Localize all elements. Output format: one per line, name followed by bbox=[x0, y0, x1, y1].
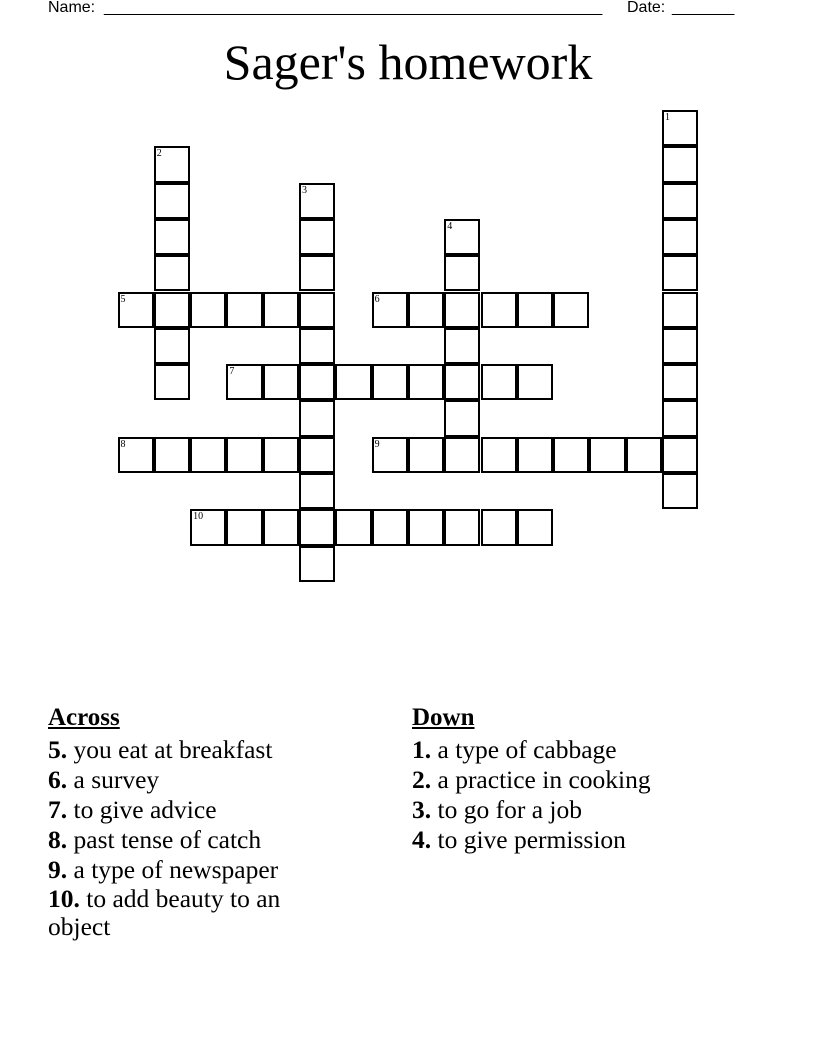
grid-cell[interactable] bbox=[662, 292, 698, 328]
clue-text: to add beauty to an object bbox=[48, 884, 281, 941]
grid-cell[interactable] bbox=[263, 437, 299, 473]
clue-number: 3 bbox=[302, 184, 307, 196]
down-heading: Down bbox=[412, 704, 475, 731]
grid-cell[interactable] bbox=[481, 364, 517, 400]
grid-cell[interactable] bbox=[299, 546, 335, 582]
clue-number: 2. bbox=[412, 765, 432, 794]
grid-cell[interactable] bbox=[662, 255, 698, 291]
grid-cell[interactable] bbox=[154, 328, 190, 364]
across-clue bbox=[48, 855, 348, 885]
grid-cell[interactable] bbox=[408, 292, 444, 328]
down-clue bbox=[412, 765, 732, 795]
across-clue bbox=[48, 765, 348, 795]
grid-cell[interactable] bbox=[299, 255, 335, 291]
grid-cell[interactable] bbox=[444, 400, 480, 436]
grid-cell[interactable] bbox=[335, 509, 371, 545]
clue-text: you eat at breakfast bbox=[67, 735, 273, 764]
clue-number: 10 bbox=[193, 511, 204, 523]
grid-cell[interactable] bbox=[444, 292, 480, 328]
across-clue bbox=[48, 735, 348, 765]
grid-cell[interactable] bbox=[481, 437, 517, 473]
grid-cell[interactable] bbox=[299, 328, 335, 364]
across-clue bbox=[48, 795, 348, 825]
grid-cell[interactable] bbox=[299, 400, 335, 436]
grid-cell[interactable] bbox=[154, 183, 190, 219]
date-field[interactable]: _______ bbox=[672, 0, 735, 16]
grid-cell[interactable] bbox=[444, 255, 480, 291]
grid-cell[interactable] bbox=[517, 364, 553, 400]
clue-number: 4 bbox=[447, 220, 453, 232]
grid-cell[interactable] bbox=[226, 292, 262, 328]
name-field[interactable]: ________________________________________________________ bbox=[104, 0, 603, 16]
across-clue bbox=[48, 885, 348, 941]
grid-cell[interactable] bbox=[154, 292, 190, 328]
clue-number: 4. bbox=[412, 825, 432, 854]
clue-number: 5. bbox=[48, 735, 68, 764]
grid-cell[interactable] bbox=[263, 292, 299, 328]
clue-number: 1. bbox=[412, 735, 432, 764]
grid-cell[interactable] bbox=[299, 364, 335, 400]
grid-cell[interactable] bbox=[408, 509, 444, 545]
grid-cell[interactable] bbox=[372, 437, 408, 473]
clue-number: 8 bbox=[120, 438, 126, 450]
puzzle-title: Sager's homework bbox=[223, 34, 593, 90]
clue-text: to give advice bbox=[67, 795, 217, 824]
grid-cell[interactable] bbox=[444, 219, 480, 255]
grid-cell[interactable] bbox=[299, 183, 335, 219]
down-clue bbox=[412, 735, 732, 765]
clue-number: 5 bbox=[120, 293, 126, 305]
grid-cell[interactable] bbox=[517, 292, 553, 328]
name-label: Name: bbox=[48, 0, 96, 16]
down-clues bbox=[412, 703, 732, 855]
grid-cell[interactable] bbox=[481, 292, 517, 328]
grid-cell[interactable] bbox=[444, 437, 480, 473]
across-clue bbox=[48, 825, 348, 855]
grid-cell[interactable] bbox=[118, 437, 154, 473]
grid-cell[interactable] bbox=[662, 364, 698, 400]
across-heading: Across bbox=[48, 704, 120, 731]
clue-text: a type of cabbage bbox=[431, 735, 617, 764]
grid-cell[interactable] bbox=[662, 400, 698, 436]
grid-cell[interactable] bbox=[299, 509, 335, 545]
grid-cell[interactable] bbox=[299, 473, 335, 509]
grid-cell[interactable] bbox=[408, 364, 444, 400]
grid-cell[interactable] bbox=[372, 364, 408, 400]
grid-cell[interactable] bbox=[299, 292, 335, 328]
grid-cell[interactable] bbox=[190, 437, 226, 473]
grid-cell[interactable] bbox=[154, 364, 190, 400]
clue-number: 10. bbox=[48, 884, 80, 913]
grid-cell[interactable] bbox=[299, 437, 335, 473]
grid-cell[interactable] bbox=[154, 219, 190, 255]
grid-cell[interactable] bbox=[372, 292, 408, 328]
grid-cell[interactable] bbox=[662, 219, 698, 255]
clue-text: a practice in cooking bbox=[431, 765, 651, 794]
grid-cell[interactable] bbox=[662, 110, 698, 146]
grid-cell[interactable] bbox=[589, 437, 625, 473]
grid-cell[interactable] bbox=[118, 292, 154, 328]
clue-number: 6 bbox=[374, 293, 380, 305]
clue-number: 6. bbox=[48, 765, 68, 794]
clue-number: 8. bbox=[48, 825, 68, 854]
grid-cell[interactable] bbox=[444, 509, 480, 545]
grid-cell[interactable] bbox=[154, 437, 190, 473]
clue-text: to go for a job bbox=[431, 795, 582, 824]
clue-number: 7. bbox=[48, 795, 68, 824]
clue-number: 9 bbox=[374, 438, 380, 450]
grid-cell[interactable] bbox=[263, 364, 299, 400]
grid-cell[interactable] bbox=[299, 219, 335, 255]
grid-cell[interactable] bbox=[662, 328, 698, 364]
grid-cell[interactable] bbox=[481, 509, 517, 545]
across-clues bbox=[48, 703, 348, 941]
grid-cell[interactable] bbox=[190, 509, 226, 545]
grid-cell[interactable] bbox=[662, 146, 698, 182]
grid-cell[interactable] bbox=[553, 437, 589, 473]
date-label: Date: bbox=[627, 0, 666, 16]
grid-cell[interactable] bbox=[263, 509, 299, 545]
grid-cell[interactable] bbox=[408, 437, 444, 473]
grid-cell[interactable] bbox=[662, 473, 698, 509]
grid-cell[interactable] bbox=[626, 437, 662, 473]
grid-cell[interactable] bbox=[154, 255, 190, 291]
clue-text: to give permission bbox=[431, 825, 626, 854]
grid-cell[interactable] bbox=[553, 292, 589, 328]
clue-text: a type of newspaper bbox=[67, 855, 279, 884]
clue-number: 2 bbox=[156, 148, 162, 160]
grid-cell[interactable] bbox=[517, 437, 553, 473]
clue-text: a survey bbox=[67, 765, 160, 794]
clue-number: 1 bbox=[665, 112, 670, 123]
grid-cell[interactable] bbox=[444, 328, 480, 364]
clue-number: 9. bbox=[48, 855, 68, 884]
down-clue bbox=[412, 795, 732, 825]
down-clue bbox=[412, 825, 732, 855]
grid-cell[interactable] bbox=[335, 364, 371, 400]
clue-number: 3. bbox=[412, 795, 432, 824]
down-clue-list bbox=[412, 735, 732, 855]
grid-cell[interactable] bbox=[226, 509, 262, 545]
across-clue-list bbox=[48, 735, 348, 941]
grid-cell[interactable] bbox=[662, 437, 698, 473]
grid-cell[interactable] bbox=[190, 292, 226, 328]
grid-cell[interactable] bbox=[662, 183, 698, 219]
grid-cell[interactable] bbox=[444, 364, 480, 400]
clue-text: past tense of catch bbox=[67, 825, 262, 854]
grid-cell[interactable] bbox=[226, 437, 262, 473]
grid-cell[interactable] bbox=[154, 146, 190, 182]
grid-cell[interactable] bbox=[226, 364, 262, 400]
clue-number: 7 bbox=[229, 366, 235, 378]
grid-cell[interactable] bbox=[517, 509, 553, 545]
grid-cell[interactable] bbox=[372, 509, 408, 545]
